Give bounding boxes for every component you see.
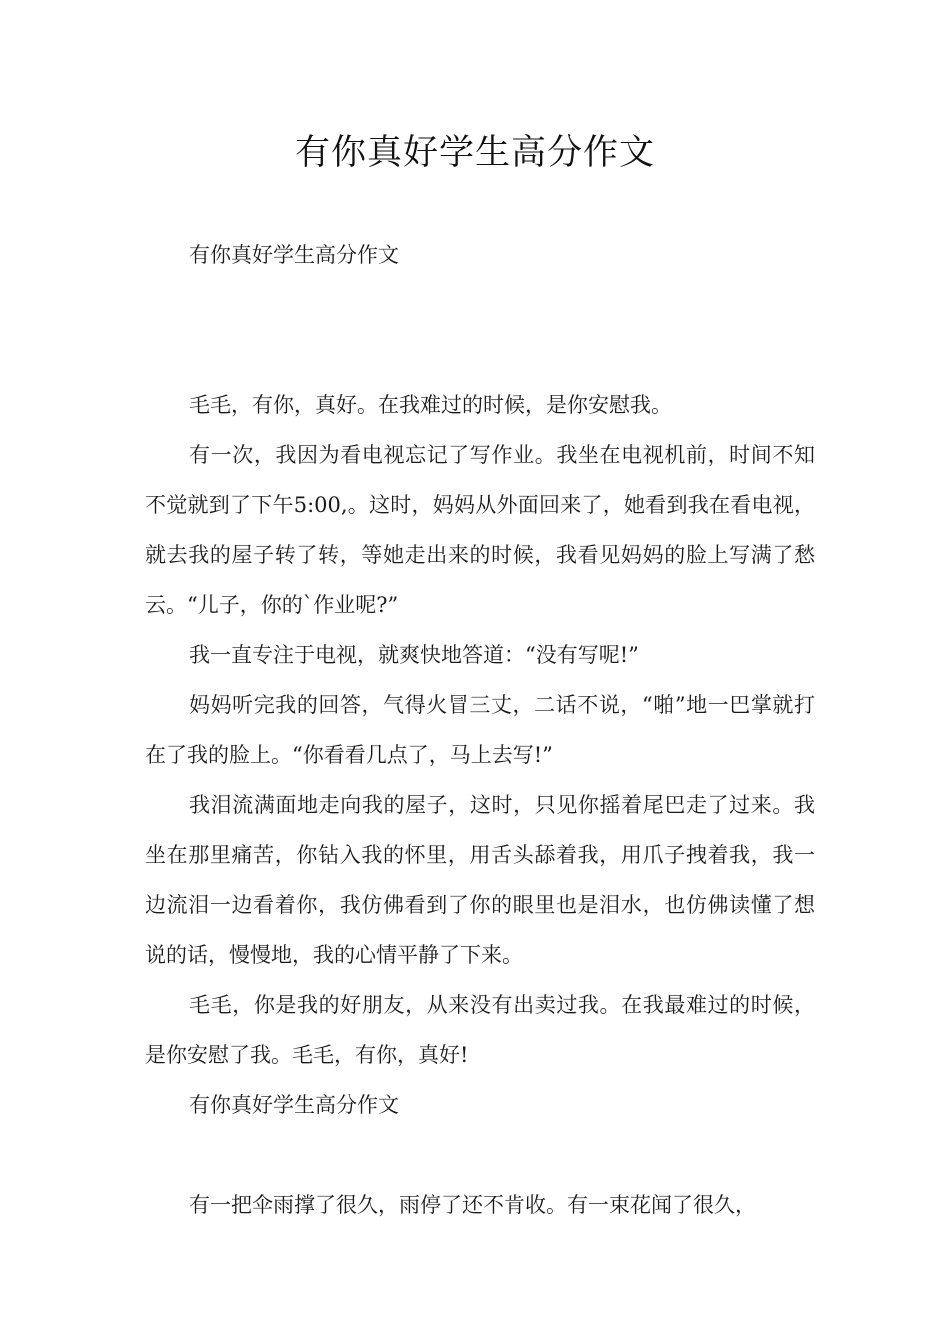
body-paragraph: 我一直专注于电视，就爽快地答道：“没有写呢!” [189, 643, 639, 667]
body-paragraph: 妈妈听完我的回答，气得火冒三丈，二话不说，“啪”地一巴掌就打在了我的脸上。“你看看几点了，马上去写!” [145, 693, 815, 767]
body-paragraph: 毛毛，你是我的好朋友，从来没有出卖过我。在我最难过的时候，是你安慰了我。毛毛，有你，真好! [145, 993, 815, 1067]
body-paragraph: 有一把伞雨撑了很久，雨停了还不肯收。有一束花闻了很久， [189, 1193, 756, 1217]
document-title: 有你真好学生高分作文 [294, 133, 655, 173]
body-paragraph: 有一次，我因为看电视忘记了写作业。我坐在电视机前，时间不知不觉就到了下午5:00,。这时，妈妈从外面回来了，她看到我在看电视，就去我的屋子转了转，等她走出来的时候，我看见妈妈的脸上写满了愁云。“儿子，你的`作业呢?” [145, 443, 815, 617]
body-paragraph: 毛毛，有你，真好。在我难过的时候，是你安慰我。 [189, 393, 672, 417]
subtitle-paragraph: 有你真好学生高分作文 [189, 1093, 399, 1117]
document-body [145, 230, 815, 1230]
subtitle-paragraph: 有你真好学生高分作文 [189, 243, 399, 267]
body-paragraph: 我泪流满面地走向我的屋子，这时，只见你摇着尾巴走了过来。我坐在那里痛苦，你钻入我的怀里，用舌头舔着我，用爪子拽着我，我一边流泪一边看着你，我仿佛看到了你的眼里也是泪水，也仿佛读懂了想说的话，慢慢地，我的心情平静了下来。 [145, 793, 815, 967]
